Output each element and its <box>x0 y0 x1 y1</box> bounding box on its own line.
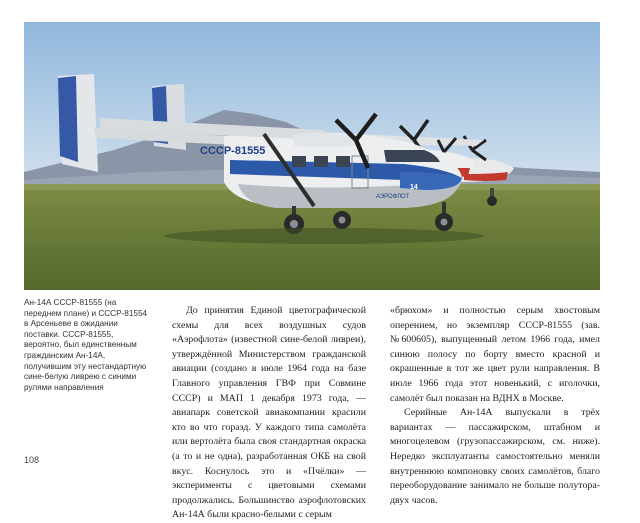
side-lettering: АЭРОФЛОТ <box>376 194 410 200</box>
paragraph: Серийные Ан-14А выпускали в трёх вариантах — пассажирском, штабном и многоцелевом (грузопассажирском, см. ниже). Нередко эксплуатанты самостоятельно меняли внутреннюю компоновку своих самолётов, благо переоборудование занимало не больше полутора-двух часов. <box>390 407 600 506</box>
fuselage-registration: СССР-81555 <box>200 145 266 157</box>
aircraft-photo <box>24 22 600 290</box>
text-column-right <box>390 304 600 508</box>
page-number: 108 <box>24 455 40 465</box>
paragraph: «брюхом» и полностью серым хвостовым оперением, но экземпляр СССР-81555 (зав. №600605), выпущенный летом 1966 года, имел синюю полосу по борту вместо красной и окрашенные в тот же цвет рули направления. В июле 1966 года этот новенький, с иголочки, самолёт был показан на ВДНХ в Москве. <box>390 305 600 404</box>
text-column-left <box>172 304 366 523</box>
paragraph: До принятия Единой цветографической схемы для всех воздушных судов «Аэрофлота» (известной сине-белой ливреи), утверждённой Министерством гражданской авиации (создано в июле 1964 года на базе Главного управления ГВФ при Совмине СССР) и МАП 1 декабря 1973 года, — авиапарк советской авиакомпании красили кто во что горазд. У каждого типа самолёта или вертолёта была своя стандартная окраска (а то и не одна), разработанная ОКБ на свой вкус. Коснулось это и «Пчёлки» — эксперименты с цветовыми схемами продолжались. Большинство аэрофлотовских Ан-14А были красно-белыми с серым <box>172 305 366 521</box>
photo-caption: Ан-14А СССР-81555 (на переднем плане) и СССР-81554 в Арсеньеве в ожидании поставки. СССР-81555, вероятно, был единственным гражданским Ан-14А, получившим эту нестандартную сине-белую ливрею с синими рулями направления <box>24 298 148 392</box>
nose-number: 14 <box>410 184 418 191</box>
